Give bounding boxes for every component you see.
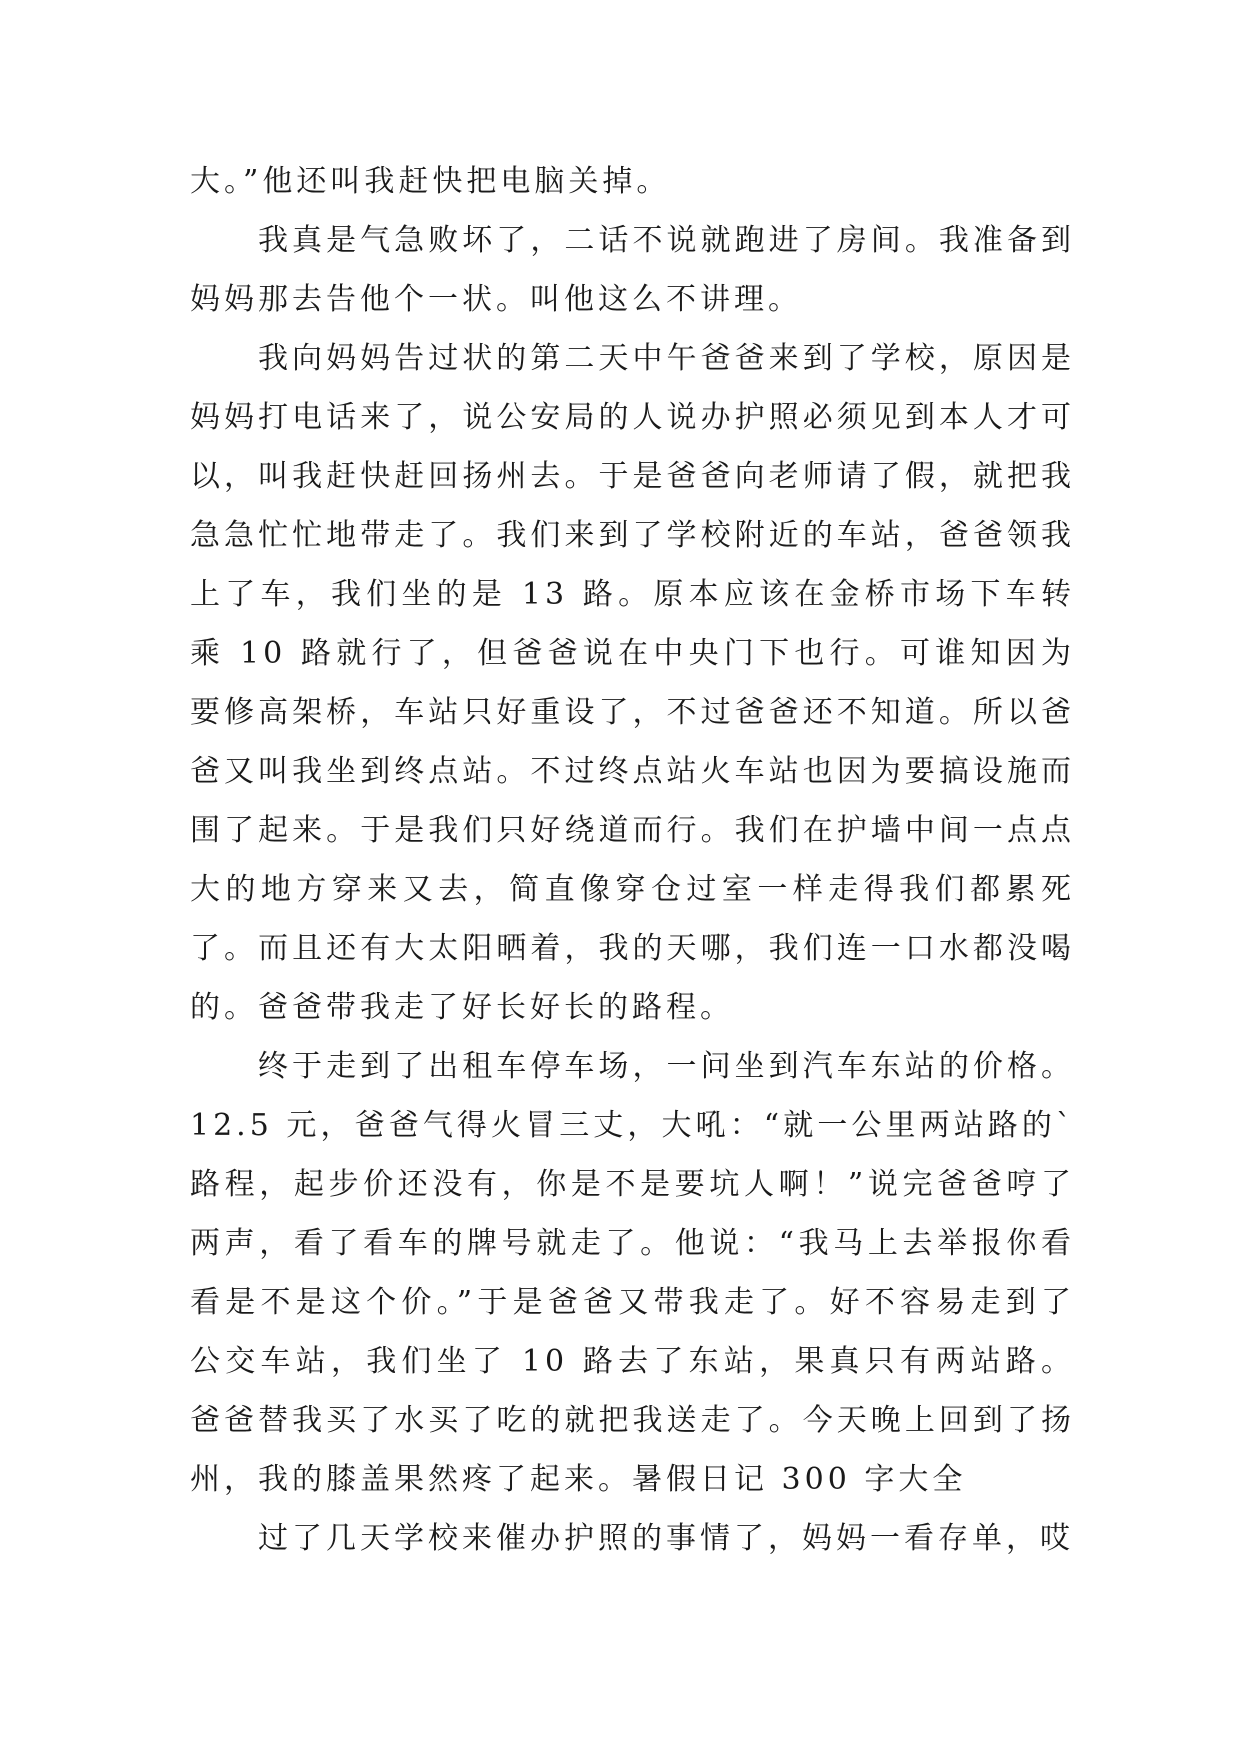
paragraph-4: 终于走到了出租车停车场，一问坐到汽车东站的价格。12.5 元，爸爸气得火冒三丈，大吼：“就一公里两站路的`路程，起步价还没有，你是不是要坑人啊！”说完爸爸哼了两声，看了看车的牌号就走了。他说：“我马上去举报你看看是不是这个价。”于是爸爸又带我走了。好不容易走到了公交车站，我们坐了 10 路去了东站，果真只有两站路。爸爸替我买了水买了吃的就把我送走了。今天晚上回到了扬州，我的膝盖果然疼了起来。暑假日记 300 字大全	[190, 1049, 1075, 1497]
paragraph-5: 过了几天学校来催办护照的事情了，妈妈一看存单，哎	[258, 1521, 1074, 1556]
paragraph-2: 我真是气急败坏了，二话不说就跑进了房间。我准备到妈妈那去告他个一状。叫他这么不讲理。	[190, 223, 1075, 317]
paragraph-3: 我向妈妈告过状的第二天中午爸爸来到了学校，原因是妈妈打电话来了，说公安局的人说办护照必须见到本人才可以，叫我赶快赶回扬州去。于是爸爸向老师请了假，就把我急急忙忙地带走了。我们来到了学校附近的车站，爸爸领我上了车，我们坐的是 13 路。原本应该在金桥市场下车转乘 10 路就行了，但爸爸说在中央门下也行。可谁知因为要修高架桥，车站只好重设了，不过爸爸还不知道。所以爸爸又叫我坐到终点站。不过终点站火车站也因为要搞设施而围了起来。于是我们只好绕道而行。我们在护墙中间一点点大的地方穿来又去，简直像穿仓过室一样走得我们都累死了。而且还有大太阳晒着，我的天哪，我们连一口水都没喝的。爸爸带我走了好长好长的路程。	[190, 341, 1075, 1025]
paragraph-1: 大。”他还叫我赶快把电脑关掉。	[190, 164, 671, 199]
document-body	[190, 152, 1075, 1568]
